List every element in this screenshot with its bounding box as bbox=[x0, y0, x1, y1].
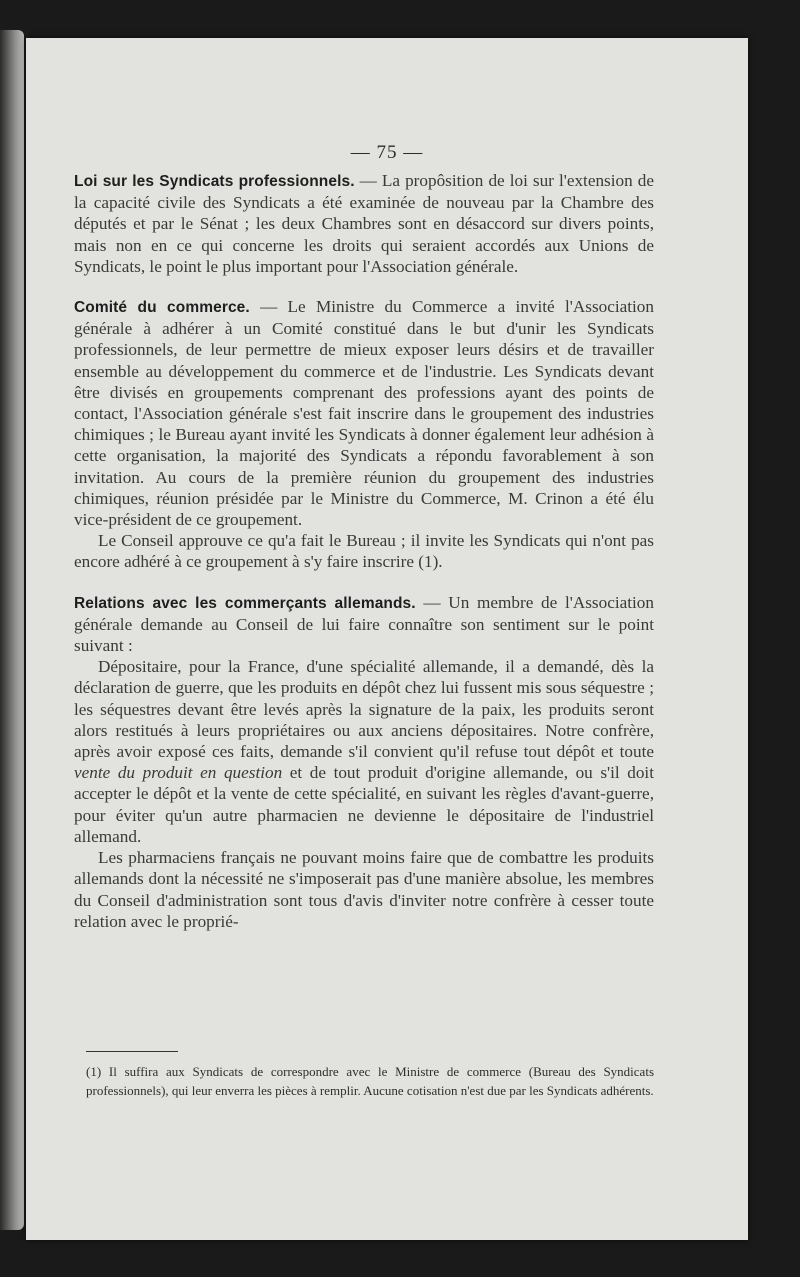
body-text bbox=[74, 170, 654, 932]
section-body: — La propôsition de loi sur l'extension de la capacité civile des Syndicats a été examinée de nouveau par la Chambre des députés et par le Sénat ; les deux Chambres sont en désaccord sur divers points, mais non en ce qui concerne les droits qui seraient accordés aux Unions de Syndicats, le point le plus important pour l'Association générale. bbox=[74, 171, 654, 276]
footnote-divider bbox=[86, 1051, 178, 1052]
section-body: — Un membre de l'Association générale demande au Conseil de lui faire connaître son sentiment sur le point suivant : bbox=[74, 592, 654, 656]
section-relations-allemands bbox=[74, 592, 654, 657]
paragraph-text: et de tout produit d'origine allemande, ou s'il doit accepter le dépôt et la vente de cette spécialité, en suivant les règles d'avant-guerre, pour éviter qu'un autre pharmacien ne devienne le dépositaire de l'industriel allemand. bbox=[74, 763, 654, 846]
section-heading: Loi sur les Syndicats professionnels. bbox=[74, 173, 355, 190]
section-body: — Le Ministre du Commerce a invité l'Association générale à adhérer à un Comité constitué dans le but d'unir les Syndicats professionnels, de leur permettre de mieux exposer leurs désirs et de travailler ensemble au développement du commerce et de l'industrie. Les Syndicats devant être divisés en groupements comprenant des professions ayant des points de contact, l'Association générale s'est fait inscrire dans le groupement des industries chimiques ; le Bureau ayant invité les Syndicats à donner également leur adhésion à cette organisation, la majorité des Syndicats a répondu favorablement à son invitation. Au cours de la première réunion du groupement des industries chimiques, réunion présidée par le Ministre du Commerce, M. Crinon a été élu vice-président de ce groupement. bbox=[74, 297, 654, 530]
paragraph-text: Dépositaire, pour la France, d'une spécialité allemande, il a demandé, dès la déclaration de guerre, que les produits en dépôt chez lui fussent mis sous séquestre ; les séquestres devant être levés après la signature de la paix, les produits seront alors restitués à leurs propriétaires ou aux anciens dépositaires. Notre confrère, après avoir exposé ces faits, demande s'il convient qu'il refuse tout dépôt et toute bbox=[74, 657, 654, 762]
document-page bbox=[26, 38, 748, 1240]
binding-edge bbox=[0, 30, 24, 1230]
section-heading: Relations avec les commerçants allemands. bbox=[74, 594, 416, 612]
italic-text: vente du produit en question bbox=[74, 763, 283, 783]
section-heading: Comité du commerce. bbox=[74, 299, 250, 317]
section-continuation: Le Conseil approuve ce qu'a fait le Bureau ; il invite les Syndicats qui n'ont pas encore adhéré à ce groupement à s'y faire inscrire (1). bbox=[74, 531, 654, 572]
page-number: — 75 — bbox=[350, 142, 424, 163]
footnote: (1) Il suffira aux Syndicats de correspondre avec le Ministre de commerce (Bureau des Syndicats professionnels), qui leur enverra les pièces à remplir. Aucune cotisation n'est due par les Syndicats adhérents. bbox=[86, 1064, 654, 1098]
paragraph-depositaire bbox=[74, 656, 654, 847]
section-loi-syndicats bbox=[74, 170, 654, 277]
paragraph-pharmaciens: Les pharmaciens français ne pouvant moins faire que de combattre les produits allemands dont la nécessité ne s'imposerait pas d'une manière absolue, les membres du Conseil d'administration sont tous d'avis d'inviter notre confrère à cesser toute relation avec le proprié- bbox=[74, 848, 654, 931]
section-comite-commerce bbox=[74, 296, 654, 530]
